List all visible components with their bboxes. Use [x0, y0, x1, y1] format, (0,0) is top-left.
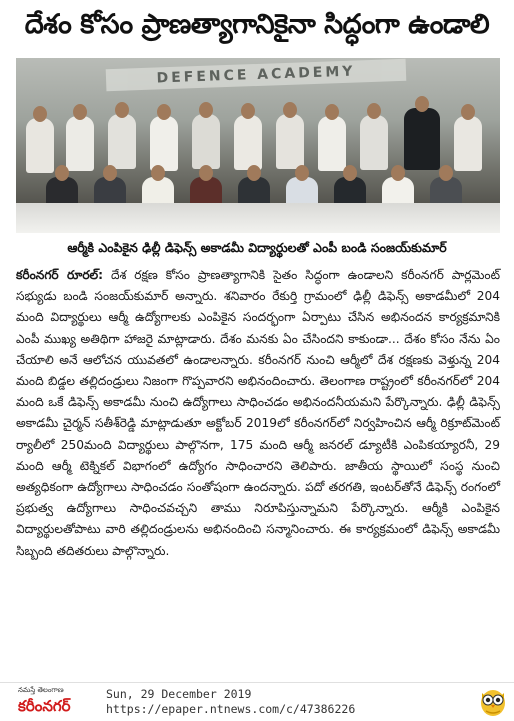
footer: [0, 682, 514, 721]
epaper-url[interactable]: https://epaper.ntnews.com/c/47386226: [106, 702, 356, 716]
news-photo: [16, 58, 500, 233]
photo-back-row: [16, 98, 500, 168]
photo-banner: DEFENCE ACADEMY: [106, 59, 407, 91]
headline: దేశం కోసం ప్రాణత్యాగానికైనా సిద్ధంగా ఉండాలి: [24, 9, 490, 40]
article-body: [16, 265, 500, 562]
logo-top-text: నమస్తే తెలంగాణ: [18, 686, 64, 694]
edition-date: Sun, 29 December 2019: [106, 687, 252, 701]
photo-caption: ఆర్మీకి ఎంపికైన ఢిల్లీ డిఫెన్స్ అకాడమీ విద్యార్థులతో ఎంపీ బండి సంజయ్‌కుమార్: [67, 239, 447, 255]
photo-stage: [16, 203, 500, 233]
article-text: దేశ రక్షణ కోసం ప్రాణత్యాగానికి సైతం సిద్ధంగా ఉండాలని కరీంనగర్ పార్లమెంట్ సభ్యుడు బండి సంజయ్‌కుమార్ అన్నారు. శనివారం రేకుర్తి గ్రామంలో ఢిల్లీ డిఫెన్స్ అకాడమీలో 204 మంది విద్యార్థులు ఆర్మీ ఉద్యోగాలకు ఎంపికైన సందర్భంగా ఏర్పాటు చేసిన అభినందన కార్యక్రమానికి ఎంపీ ముఖ్య అతిథిగా హాజరై మాట్లాడారు. దేశం మనకు ఏం చేసిందని కాకుండా... దేశం కోసం నేను ఏం చేయాలి అనే ఆలోచన యువతలో ఉండాలన్నారు. కరీంనగర్ నుంచి ఆర్మీలో దేశ రక్షణకు వెళ్తున్న 204 మంది బిడ్డల తల్లిదండ్రులు నిజంగా గొప్పవారని అభినందించారు. తెలంగాణ రాష్ట్రంలో కరీంనగర్‌లో 204 మంది ఒకే డిఫెన్స్ అకాడమీ నుంచి ఉద్యోగాలు సాధించడం అభినందనీయమని పేర్కొన్నారు. ఢిల్లీ డిఫెన్స్ అకాడమీ చైర్మన్ సతీశ్‌రెడ్డి మాట్లాడుతూ అక్టోబర్ 2019లో కరీంనగర్‌లో నిర్వహించిన ఆర్మీ రిక్రూట్‌మెంట్ ర్యాలీలో 250మంది విద్యార్థులు పాల్గొనగా, 175 మంది ఆర్మీ జనరల్ డ్యూటీకి ఎంపికయ్యారనీ, 29 మంది ఆర్మీ టెక్నికల్ విభాగంలో ఉద్యోగం సాధించారని తెలిపారు. జాతీయ స్థాయిలో సంస్థ నుంచి అత్యధికంగా ఉద్యోగాలు సాధించడం సంతోషంగా ఉందన్నారు. పదో తరగతి, ఇంటర్‌తోనే డిఫెన్స్ రంగంలో ప్రభుత్వ ఉద్యోగాలు సాధించవచ్చని తాము నిరూపిస్తున్నామని పేర్కొన్నారు. ఆర్మీకి ఎంపికైన విద్యార్థులతోపాటు వారి తల్లిదండ్రులను అభినందించి సన్మానించారు. ఈ కార్యక్రమంలో డిఫెన్స్ అకాడమీ సిబ్బంది తదితరులు పాల్గొన్నారు.: [16, 268, 500, 558]
owl-logo-icon: [478, 685, 508, 717]
article-dateline: కరీంనగర్ రూరల్:: [16, 268, 104, 282]
footer-meta: [106, 687, 355, 717]
newspaper-logo: [18, 686, 88, 718]
logo-main-text: కరీంనగర్: [18, 697, 71, 715]
